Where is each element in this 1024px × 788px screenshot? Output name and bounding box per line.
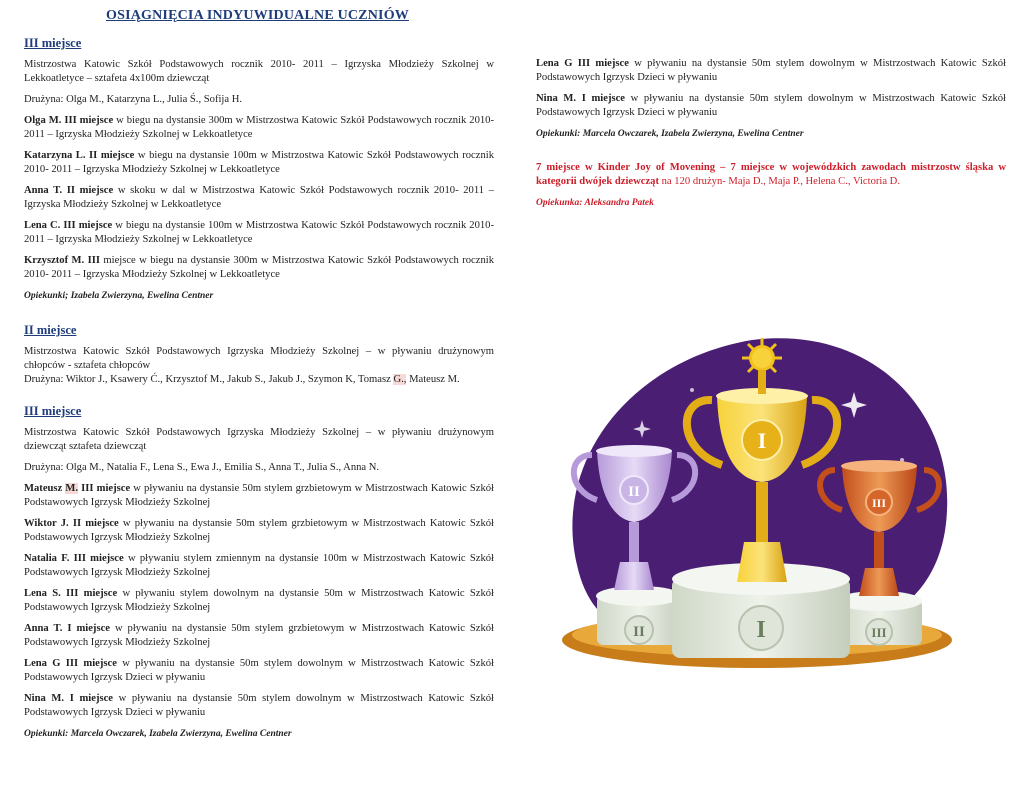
entry-name xyxy=(24,483,130,494)
section-heading: II miejsce xyxy=(24,323,77,337)
name-part: Mateusz xyxy=(24,483,66,494)
document-title: OSIĄGNIĘCIA INDYUWIDUALNE UCZNIÓW xyxy=(106,8,409,23)
entry-name: Lena G III miejsce xyxy=(24,658,117,669)
achievement-entry xyxy=(24,114,494,142)
team-paragraph xyxy=(24,373,494,387)
numeral-label: I xyxy=(756,617,766,643)
entry-name: Natalia F. III miejsce xyxy=(24,553,124,564)
paragraph: Mistrzostwa Katowic Szkół Podstawowych rocznik 2010- 2011 – Igrzyska Młodzieży Szkolnej w Lekkoatletyce – sztafeta 4x100m dziewcząt xyxy=(24,59,494,84)
spacer xyxy=(536,151,1006,161)
team-text: Drużyna: Wiktor J., Ksawery Ć., Krzysztof M., Jakub S., Jakub J., Szymon K, Tomasz xyxy=(24,374,394,385)
entry-text: w biegu na dystansie 100m w Mistrzostwa Katowic Szkół Podstawowych rocznik 2010- 2011 – Igrzyska Młodzieży Szkolnej w Lekkoatletyce xyxy=(24,150,494,175)
entry-name: Krzysztof M. III xyxy=(24,255,100,266)
paragraph: Mistrzostwa Katowic Szkół Podstawowych Igrzyska Młodzieży Szkolnej – w pływaniu drużynowym dziewcząt sztafeta dziewcząt xyxy=(24,427,494,452)
entry-name: Katarzyna L. II miejsce xyxy=(24,150,135,161)
achievement-entry xyxy=(24,184,494,212)
star-dot xyxy=(690,388,694,392)
entry-name: 7 miejsce w Kinder Joy of Movening – 7 miejsce w wojewódzkich zawodach mistrzostw śląska w kategorii dwójek dziewcząt xyxy=(536,162,1006,187)
entry-text: w pływaniu na dystansie 50m stylem grzbietowym w Mistrzostwach Katowic Szkół Podstawowych Igrzysk Młodzieży Szkolnej xyxy=(24,483,494,508)
entry-text: w pływaniu na dystansie 50m stylem dowolnym w Mistrzostwach Katowic Szkół Podstawowych Igrzysk Dzieci w pływaniu xyxy=(24,658,494,683)
highlight-entry xyxy=(536,161,1006,189)
numeral-label: II xyxy=(628,484,640,500)
entry-text: w pływaniu na dystansie 50m stylem dowolnym w Mistrzostwach Katowic Szkół Podstawowych Igrzysk Dzieci w pływaniu xyxy=(24,693,494,718)
entry-text: w skoku w dal w Mistrzostwa Katowic Szkół Podstawowych rocznik 2010- 2011 – Igrzyska Młodzieży Szkolnej w Lekkoatletyce xyxy=(24,185,494,210)
left-column xyxy=(24,8,494,751)
team-paragraph: Drużyna: Olga M., Katarzyna L., Julia Ś., Sofija H. xyxy=(24,94,243,105)
achievement-entry xyxy=(24,587,494,615)
entry-text: w pływaniu stylem zmiennym na dystansie 100m w Mistrzostwach Katowic Szkół Podstawowych Igrzysk Młodzieży Szkolnej xyxy=(24,553,494,578)
entry-text: miejsce w biegu na dystansie 300m w Mistrzostwa Katowic Szkół Podstawowych rocznik 2010- 2011 – Igrzyska Młodzieży Szkolnej w Lekkoatletyce xyxy=(24,255,494,280)
trophy-podium-image xyxy=(552,330,962,690)
highlighted-name: M. xyxy=(65,483,79,494)
entry-text: na 120 drużyn- Maja D., Maja P., Helena C., Victoria D. xyxy=(658,176,900,187)
achievement-entry xyxy=(24,219,494,247)
entry-text: w pływaniu na dystansie 50m stylem dowolnym w Mistrzostwach Katowic Szkół Podstawowych Igrzysk Dzieci w pływaniu xyxy=(536,93,1006,118)
team-text: Mateusz M. xyxy=(406,374,460,385)
numeral-label: II xyxy=(633,624,645,640)
entry-name: Nina M. I miejsce xyxy=(24,693,113,704)
guardian-note: Opiekunka: Aleksandra Patek xyxy=(536,198,654,208)
entry-name: Lena C. III miejsce xyxy=(24,220,113,231)
entry-text: w pływaniu stylem dowolnym na dystansie 50m w Mistrzostwach Katowic Szkół Podstawowych Igrzysk Młodzieży Szkolnej xyxy=(24,588,495,613)
entry-name: Lena S. III miejsce xyxy=(24,588,118,599)
achievement-entry xyxy=(24,622,494,650)
entry-text: w pływaniu na dystansie 50m stylem grzbietowym w Mistrzostwach Katowic Szkół Podstawowych Igrzysk Młodzieży Szkolnej xyxy=(24,518,494,543)
spacer xyxy=(24,394,494,404)
entry-name: Anna T. II miejsce xyxy=(24,185,114,196)
achievement-entry xyxy=(536,57,1006,85)
achievement-entry xyxy=(24,657,494,685)
entry-name: Lena G III miejsce xyxy=(536,58,629,69)
entry-text: w pływaniu na dystansie 50m stylem grzbietowym w Mistrzostwach Katowic Szkół Podstawowych Igrzysk Młodzieży Szkolnej xyxy=(24,623,494,648)
achievement-entry xyxy=(536,92,1006,120)
trophy-illustration xyxy=(552,330,962,690)
numeral-label: III xyxy=(871,496,887,510)
spacer xyxy=(24,313,494,323)
entry-text: w biegu na dystansie 300m w Mistrzostwa Katowic Szkół Podstawowych rocznik 2010- 2011 – Igrzyska Młodzieży Szkolnej w Lekkoatletyce xyxy=(24,115,494,140)
achievement-entry xyxy=(24,552,494,580)
numeral-label: III xyxy=(871,625,887,640)
achievement-entry xyxy=(24,482,494,510)
entry-name: Wiktor J. II miejsce xyxy=(24,518,119,529)
achievement-entry xyxy=(24,692,494,720)
entry-text: w pływaniu na dystansie 50m stylem dowolnym w Mistrzostwach Katowic Szkół Podstawowych Igrzysk Dzieci w pływaniu xyxy=(536,58,1006,83)
guardians-note: Opiekunki: Marcela Owczarek, Izabela Zwierzyna, Ewelina Centner xyxy=(24,729,292,739)
achievement-entry xyxy=(24,254,494,282)
highlighted-name: G., xyxy=(393,374,407,385)
entry-name: Nina M. I miejsce xyxy=(536,93,625,104)
paragraph: Mistrzostwa Katowic Szkół Podstawowych Igrzyska Młodzieży Szkolnej – w pływaniu drużynowym chłopców - sztafeta chłopców xyxy=(24,346,494,371)
guardians-note: Opiekunki; Izabela Zwierzyna, Ewelina Centner xyxy=(24,291,214,301)
achievement-entry xyxy=(24,517,494,545)
entry-name: Olga M. III miejsce xyxy=(24,115,114,126)
name-part: III miejsce xyxy=(78,483,131,494)
team-paragraph: Drużyna: Olga M., Natalia F., Lena S., Ewa J., Emilia S., Anna T., Julia S., Anna N. xyxy=(24,462,380,473)
section-heading: III miejsce xyxy=(24,404,82,418)
numeral-label: I xyxy=(757,428,767,453)
achievement-entry xyxy=(24,149,494,177)
entry-text: w biegu na dystansie 100m w Mistrzostwa Katowic Szkół Podstawowych rocznik 2010- 2011 – Igrzyska Młodzieży Szkolnej w Lekkoatletyce xyxy=(24,220,494,245)
section-heading: III miejsce xyxy=(24,36,82,50)
entry-name: Anna T. I miejsce xyxy=(24,623,110,634)
right-column xyxy=(536,57,1006,220)
guardians-note: Opiekunki: Marcela Owczarek, Izabela Zwierzyna, Ewelina Centner xyxy=(536,129,804,139)
